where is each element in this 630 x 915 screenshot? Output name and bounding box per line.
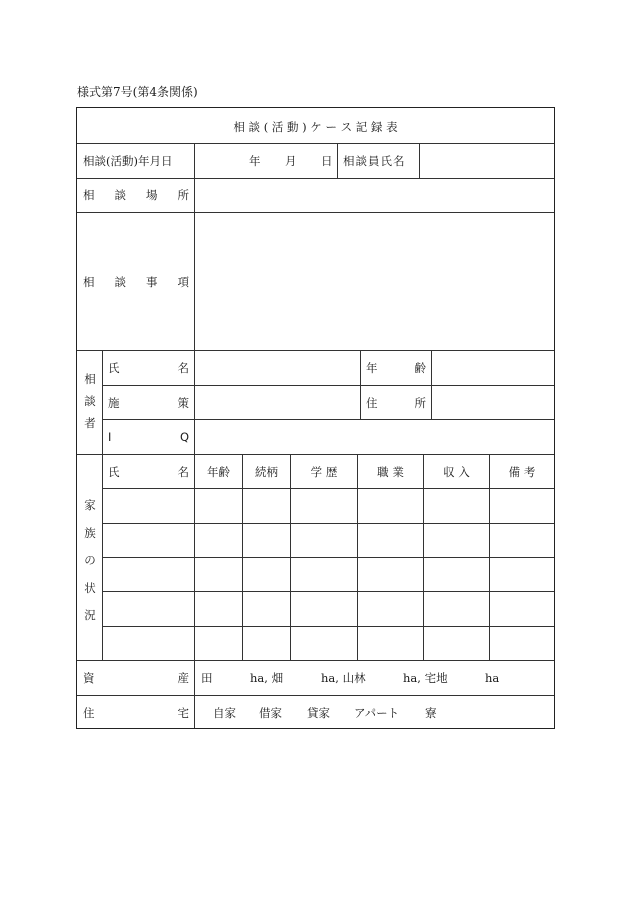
counselor-name-field[interactable] <box>420 144 554 177</box>
year-label: 年 <box>249 154 261 168</box>
assets-rice-field: 田 <box>201 671 213 685</box>
assets-label: 資 産 <box>83 671 189 685</box>
housing-option-apartment[interactable]: アパート <box>354 706 400 720</box>
consultee-facility-field[interactable] <box>195 386 359 418</box>
form-number: 様式第7号(第4条関係) <box>77 85 198 99</box>
date-field[interactable] <box>195 144 336 177</box>
counselor-name-label: 相談員氏名 <box>343 154 406 168</box>
consultee-iq-field[interactable] <box>195 420 554 453</box>
family-remarks-header: 備 考 <box>508 465 536 479</box>
family-row[interactable] <box>103 558 554 590</box>
matter-label: 相 談 事 項 <box>83 275 189 289</box>
assets-field: ha, 畑 <box>250 671 284 685</box>
family-row[interactable] <box>103 592 554 625</box>
family-income-header: 収 入 <box>443 465 470 479</box>
rule-line <box>360 350 361 419</box>
consultee-name-field[interactable] <box>195 351 359 384</box>
case-record-form <box>76 107 555 729</box>
family-age-header: 年齢 <box>207 465 230 479</box>
consultee-group-label: 相 談 者 <box>84 372 96 430</box>
consultee-facility-label: 施 策 <box>108 396 189 410</box>
housing-option-dormitory[interactable]: 寮 <box>425 706 437 720</box>
family-row[interactable] <box>103 524 554 556</box>
consultee-address-field[interactable] <box>432 386 554 418</box>
form-title: 相 談 ( 活 動 ) ケ ー ス 記 録 表 <box>233 120 398 134</box>
family-group-label: 家 族 の 状 況 <box>84 498 96 622</box>
day-label: 日 <box>321 154 333 168</box>
family-education-header: 学 歴 <box>310 465 338 479</box>
consultee-name-label: 氏 名 <box>108 361 189 375</box>
housing-label: 住 宅 <box>83 706 189 720</box>
family-name-header: 氏 名 <box>108 465 189 479</box>
rule-line <box>77 695 554 696</box>
consultee-age-field[interactable] <box>432 351 554 384</box>
rule-line <box>77 660 554 661</box>
place-field[interactable] <box>195 179 554 211</box>
family-row[interactable] <box>103 627 554 659</box>
consultee-age-label: 年 齢 <box>366 361 426 375</box>
housing-option-owned[interactable]: 自家 <box>213 706 236 720</box>
rule-line <box>337 143 338 178</box>
assets-unit: ha <box>485 671 500 685</box>
consultee-iq-label: I Q <box>108 430 189 444</box>
family-row[interactable] <box>103 489 554 522</box>
date-label: 相談(活動)年月日 <box>83 154 173 168</box>
matter-field[interactable] <box>195 213 554 349</box>
place-label: 相 談 場 所 <box>83 188 189 202</box>
housing-option-rented[interactable]: 借家 <box>259 706 282 720</box>
family-job-header: 職 業 <box>377 465 404 479</box>
family-relation-header: 続柄 <box>255 465 278 479</box>
month-label: 月 <box>285 154 297 168</box>
rule-line <box>77 454 554 455</box>
assets-forest: ha, 山林 <box>321 671 366 685</box>
housing-option-leased[interactable]: 貸家 <box>307 706 330 720</box>
assets-residential-land: ha, 宅地 <box>403 671 448 685</box>
consultee-address-label: 住 所 <box>366 396 426 410</box>
